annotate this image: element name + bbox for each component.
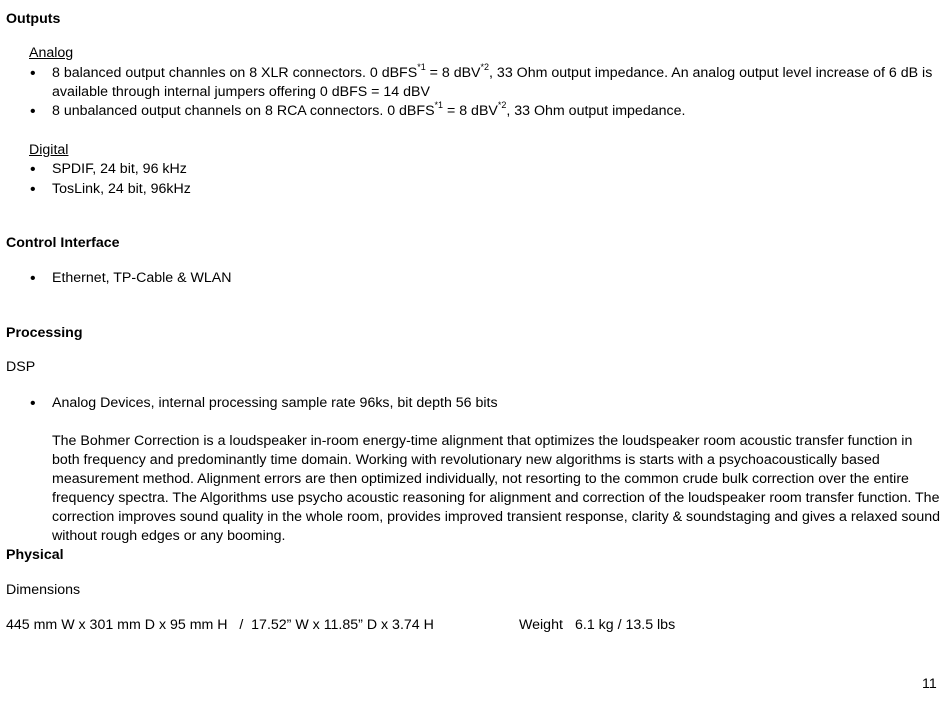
list-item-analog-1	[30, 64, 940, 102]
list-item-digital-1	[30, 160, 940, 179]
bullet: •	[30, 395, 36, 412]
list-item-digital-2	[30, 180, 940, 199]
analog-subheading: Analog	[29, 45, 74, 61]
list-item-control-1	[30, 269, 940, 288]
page-number: 11	[922, 676, 937, 692]
dimensions-value: 445 mm W x 301 mm D x 95 mm H / 17.52” W x 11.85” D x 3.74 H	[6, 617, 434, 633]
list-item-text: TosLink, 24 bit, 96kHz	[52, 181, 191, 197]
bullet: •	[30, 161, 36, 178]
weight-label: Weight	[519, 617, 563, 633]
bullet: •	[30, 103, 36, 120]
list-item-analog-2	[30, 102, 940, 121]
bullet: •	[30, 181, 36, 198]
bullet: •	[30, 65, 36, 82]
outputs-heading: Outputs	[6, 11, 61, 27]
list-item-text: 8 balanced output channles on 8 XLR connectors. 0 dBFS$^{*1}$ = 8 dBV$^{*2}$, 33 Ohm output impedance. An analog output level increase of 6 dB is available through internal jumpers offering 0 dBFS = 14 dBV	[52, 62, 933, 100]
dsp-label: DSP	[6, 359, 36, 375]
correction-paragraph: The Bohmer Correction is a loudspeaker in-room energy-time alignment that optimizes the loudspeaker room acoustic transfer function in both frequency and predominantly time domain. Working with revolutionary new algorithms is starts with a psychoacoustically based measurement method. Alignment errors are then optimized individually, not resorting to the common crude bulk correction over the entire frequency spectra. The Algorithms use psycho acoustic reasoning for alignment and correction of the loudspeaker room transfer function. The correction improves sound quality in the whole room, provides improved transient response, clarity & soundstaging and gives a relaxed sound without rough edges or any booming.	[52, 433, 940, 544]
footnote-ref: *2	[497, 100, 507, 111]
weight-value: 6.1 kg / 13.5 lbs	[575, 617, 676, 633]
control-heading: Control Interface	[6, 235, 120, 251]
list-item-text: Ethernet, TP-Cable & WLAN	[52, 270, 232, 286]
list-item-text: 8 unbalanced output channels on 8 RCA connectors. 0 dBFS$^{*1}$ = 8 dBV$^{*2}$, 33 Ohm output impedance.	[52, 100, 686, 119]
list-item-text: Analog Devices, internal processing sample rate 96ks, bit depth 56 bits	[52, 395, 498, 411]
footnote-ref: *2	[480, 62, 490, 73]
bullet: •	[30, 270, 36, 287]
footnote-ref: *1	[434, 100, 444, 111]
digital-subheading: Digital	[29, 142, 69, 158]
physical-heading: Physical	[6, 547, 64, 563]
footnote-ref: *1	[417, 62, 426, 73]
list-item-dsp-1	[30, 394, 940, 413]
list-item-text: SPDIF, 24 bit, 96 kHz	[52, 161, 187, 177]
dimensions-label: Dimensions	[6, 582, 81, 598]
processing-heading: Processing	[6, 325, 83, 341]
